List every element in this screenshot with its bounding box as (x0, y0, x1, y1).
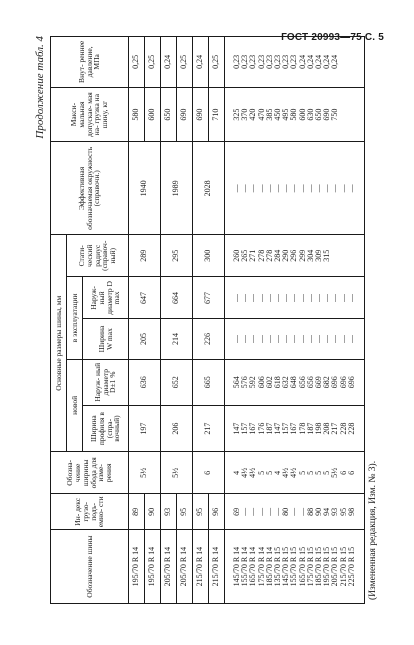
cell-load: 90 (145, 494, 161, 530)
list-item: 265 (240, 249, 250, 262)
list-item: 175/70 R 15 (305, 546, 315, 587)
list-item: — (264, 184, 274, 193)
list-item: 4½ (240, 467, 250, 478)
cell-op-width: 226 (193, 319, 225, 359)
cell-pressure: 0,25 (177, 37, 193, 88)
list-item: — (330, 335, 340, 344)
cell-op-width: 214 (161, 319, 193, 359)
list-item: 0,24 (322, 54, 332, 69)
max-load-stack (233, 90, 356, 140)
list-item: 5 (256, 470, 266, 475)
cell-load: 96 (209, 494, 225, 530)
cell-designation-list (225, 530, 365, 604)
header-pressure: Внут- реннее давление, МПа (51, 37, 129, 88)
list-item: 167 (248, 422, 258, 435)
cell-new-width-list (225, 405, 365, 451)
list-item: — (248, 184, 258, 193)
cell-max-load: 580 (129, 87, 145, 142)
cell-pressure: 0,25 (209, 37, 225, 88)
list-item: — (232, 184, 242, 193)
list-item: — (256, 507, 266, 516)
effective-stack (233, 144, 356, 232)
list-item: 278 (264, 249, 274, 262)
list-item: 602 (264, 376, 274, 389)
list-item: 656 (297, 376, 307, 389)
list-item: 147 (273, 422, 283, 435)
list-item: 185/70 R 15 (313, 546, 323, 587)
header-op-outer-diameter: Наруж- ный диаметр D max (83, 277, 129, 319)
header-rim-width: Обозна- чение ширины обода для изме- рения (51, 452, 129, 494)
list-item: 284 (273, 249, 283, 262)
list-item: — (305, 184, 315, 193)
list-item: 165/70 R 14 (248, 546, 258, 587)
list-item: 187 (264, 422, 274, 435)
list-item: 564 (232, 376, 242, 389)
cell-designation: 205/70 R 14 (177, 530, 193, 604)
list-item: 600 (297, 108, 307, 121)
cell-pressure: 0,24 (161, 37, 177, 88)
new-width-stack (233, 408, 356, 449)
op-diameter-stack (233, 279, 356, 316)
cell-new-width: 197 (129, 405, 161, 451)
list-item: — (313, 293, 323, 302)
list-item: 187 (305, 422, 315, 435)
list-item: — (297, 293, 307, 302)
cell-static-radius: 295 (161, 235, 193, 277)
list-item: — (273, 335, 283, 344)
header-main-dimensions: Основные размеры шины, мм (51, 235, 67, 452)
list-item (348, 237, 356, 274)
header-static-radius: Стати- ческий радиус (справоч- ный) (67, 235, 129, 277)
cell-op-width-list (225, 319, 365, 359)
list-item (340, 39, 348, 85)
cell-max-load: 690 (193, 87, 209, 142)
list-item: 0,23 (264, 54, 274, 69)
cell-max-load: 710 (209, 87, 225, 142)
list-item: — (240, 293, 250, 302)
list-item: — (297, 184, 307, 193)
list-item: — (248, 507, 258, 516)
list-item: 69 (232, 507, 242, 516)
cell-pressure-list (225, 37, 365, 88)
list-item: — (256, 335, 266, 344)
list-item: 278 (256, 249, 266, 262)
list-item: 0,23 (232, 54, 242, 69)
cell-max-load-list (225, 87, 365, 142)
table-row-group (225, 37, 365, 604)
table-continuation-caption: Продолжение табл. 4 (34, 36, 46, 139)
list-item: — (264, 293, 274, 302)
list-item: 175/70 R 14 (256, 546, 266, 587)
list-item: 592 (248, 376, 258, 389)
list-item: 0,24 (305, 54, 315, 69)
cell-pressure: 0,25 (145, 37, 161, 88)
list-item: — (264, 335, 274, 344)
list-item (348, 39, 356, 85)
list-item: — (305, 335, 315, 344)
list-item: 0,23 (289, 54, 299, 69)
list-item: 178 (297, 422, 307, 435)
list-item: 656 (305, 376, 315, 389)
list-item: — (289, 184, 299, 193)
cell-load: 89 (129, 494, 145, 530)
header-designation: Обозначение шины (51, 530, 129, 604)
header-max-load: Макси- мальная допускае- мая на- грузка на шину, кг (51, 87, 129, 142)
table-row (193, 37, 209, 604)
static-radius-stack (233, 237, 356, 274)
cell-load: 95 (193, 494, 209, 530)
page-header: ГОСТ 20993—75 С. 5 (281, 32, 384, 43)
list-item: 420 (248, 108, 258, 121)
cell-designation: 195/70 R 14 (145, 530, 161, 604)
list-item: 4½ (289, 467, 299, 478)
list-item: 696 (338, 376, 348, 389)
list-item: — (240, 184, 250, 193)
list-item: 165/70 R 15 (297, 546, 307, 587)
list-item: 650 (313, 108, 323, 121)
list-item: — (297, 335, 307, 344)
list-item: 94 (322, 507, 332, 516)
list-item: — (232, 335, 242, 344)
cell-rim: 5½ (161, 452, 193, 494)
list-item: — (273, 184, 283, 193)
list-item: 309 (313, 249, 323, 262)
cell-load: 93 (161, 494, 177, 530)
list-item: 0,24 (297, 54, 307, 69)
list-item: 648 (289, 376, 299, 389)
list-item: 217 (330, 422, 340, 435)
cell-designation: 205/70 R 14 (161, 530, 177, 604)
list-item: — (281, 335, 291, 344)
list-item: 157 (281, 422, 291, 435)
list-item: 260 (232, 249, 242, 262)
list-item: 271 (248, 249, 258, 262)
cell-pressure: 0,24 (193, 37, 209, 88)
cell-effective-list (225, 142, 365, 235)
list-item: 750 (330, 108, 340, 121)
list-item: 606 (256, 376, 266, 389)
list-item: — (273, 293, 283, 302)
cell-pressure: 0,25 (129, 37, 145, 88)
cell-designation: 195/70 R 14 (129, 530, 145, 604)
list-item: 315 (322, 249, 332, 262)
list-item: — (289, 335, 299, 344)
cell-op-diameter: 647 (129, 277, 161, 319)
revision-note: (Измененная редакция, Изм. № 3). (368, 460, 378, 600)
cell-new-width: 206 (161, 405, 193, 451)
header-effective-load: Эффективная обозначаемая окружность (справочн.) (51, 142, 129, 235)
new-diameter-stack (233, 362, 356, 403)
list-item: 5½ (330, 467, 340, 478)
list-item: 296 (289, 249, 299, 262)
cell-max-load: 650 (161, 87, 177, 142)
list-item: 90 (313, 507, 323, 516)
rotated-content (32, 30, 382, 610)
list-item: 176 (256, 422, 266, 435)
list-item: — (289, 507, 299, 516)
list-item (340, 90, 348, 140)
list-item: — (322, 293, 332, 302)
header-in-operation: в эксплуатации (67, 277, 83, 359)
designation-stack (233, 532, 356, 601)
header-new-width: Ширина профиля в (спра- вочный) (83, 405, 129, 451)
list-item (340, 237, 348, 274)
list-item: — (330, 293, 340, 302)
list-item: — (297, 507, 307, 516)
list-item: 682 (322, 376, 332, 389)
list-item: — (248, 335, 258, 344)
list-item (348, 90, 356, 140)
cell-effective: 1989 (161, 142, 193, 235)
cell-load: 95 (177, 494, 193, 530)
header-load-index: Ин- декс грузо- подъ- емно- сти (51, 494, 129, 530)
list-item: 4 (232, 470, 242, 475)
list-item: 618 (273, 376, 283, 389)
cell-op-diameter: 664 (161, 277, 193, 319)
list-item: 157 (240, 422, 250, 435)
list-item: — (256, 293, 266, 302)
list-item: — (338, 184, 348, 193)
table-row (129, 37, 145, 604)
list-item: — (256, 184, 266, 193)
list-item: 630 (305, 108, 315, 121)
list-item: 80 (281, 507, 291, 516)
list-item: 208 (322, 422, 332, 435)
list-item: 0,23 (248, 54, 258, 69)
list-item: — (346, 293, 356, 302)
cell-op-diameter: 677 (193, 277, 225, 319)
list-item: 576 (240, 376, 250, 389)
cell-static-radius: 289 (129, 235, 161, 277)
cell-designation: 215/70 R 14 (193, 530, 209, 604)
list-item: — (289, 293, 299, 302)
list-item: 470 (256, 108, 266, 121)
list-item: 135/70 R 15 (273, 546, 283, 587)
list-item: — (273, 507, 283, 516)
list-item: 495 (281, 108, 291, 121)
list-item: — (281, 293, 291, 302)
list-item: 0,23 (281, 54, 291, 69)
list-item: 290 (281, 249, 291, 262)
list-item: 690 (322, 108, 332, 121)
list-item: 696 (330, 376, 340, 389)
list-item: 205/70 R 15 (330, 546, 340, 587)
list-item: 88 (305, 507, 315, 516)
rim-stack (233, 454, 356, 491)
load-stack (233, 496, 356, 527)
header-new: новой (67, 359, 83, 452)
list-item: 632 (281, 376, 291, 389)
cell-new-diameter: 665 (193, 359, 225, 405)
cell-op-width: 205 (129, 319, 161, 359)
list-item: 385 (264, 108, 274, 121)
list-item: 669 (313, 376, 323, 389)
list-item: 4½ (281, 467, 291, 478)
list-item: — (313, 335, 323, 344)
list-item: — (305, 293, 315, 302)
list-item: 450 (273, 108, 283, 121)
list-item: 325 (232, 108, 242, 121)
list-item: 147 (232, 422, 242, 435)
list-item: — (240, 335, 250, 344)
list-item: 0,24 (313, 54, 323, 69)
cell-max-load: 690 (177, 87, 193, 142)
cell-effective: 2028 (193, 142, 225, 235)
list-item: 145/70 R 14 (232, 546, 242, 587)
cell-op-diameter-list (225, 277, 365, 319)
cell-max-load: 600 (145, 87, 161, 142)
cell-rim: 6 (193, 452, 225, 494)
op-width-stack (233, 322, 356, 357)
list-item: 155/70 R 14 (240, 546, 250, 587)
list-item: — (248, 293, 258, 302)
list-item: 195/70 R 15 (322, 546, 332, 587)
list-item: 696 (346, 376, 356, 389)
list-item: — (338, 335, 348, 344)
list-item: 299 (297, 249, 307, 262)
list-item: — (322, 335, 332, 344)
cell-designation: 215/70 R 14 (209, 530, 225, 604)
list-item: 4 (273, 470, 283, 475)
list-item: 4½ (248, 467, 258, 478)
list-item: — (322, 184, 332, 193)
list-item: 5 (313, 470, 323, 475)
list-item: 6 (346, 470, 356, 475)
list-item: 198 (313, 422, 323, 435)
cell-rim-list (225, 452, 365, 494)
list-item: 155/70 R 15 (289, 546, 299, 587)
list-item: 5 (297, 470, 307, 475)
cell-static-radius: 300 (193, 235, 225, 277)
tire-dimensions-table (50, 36, 365, 604)
list-item: 0,23 (273, 54, 283, 69)
list-item: 6 (338, 470, 348, 475)
list-item: 370 (240, 108, 250, 121)
list-item: 0,23 (240, 54, 250, 69)
list-item: 228 (338, 422, 348, 435)
list-item: 93 (330, 507, 340, 516)
list-item: — (281, 184, 291, 193)
list-item: 304 (305, 249, 315, 262)
header-new-outer-diameter: Наруж- ный диаметр D±1 % (83, 359, 129, 405)
list-item: 580 (289, 108, 299, 121)
list-item: 95 (338, 507, 348, 516)
cell-new-diameter: 652 (161, 359, 193, 405)
pressure-stack (233, 39, 356, 85)
list-item: — (346, 184, 356, 193)
list-item: 5 (264, 470, 274, 475)
list-item: 215/70 R 15 (338, 546, 348, 587)
list-item: — (240, 507, 250, 516)
cell-effective: 1940 (129, 142, 161, 235)
list-item: 225/70 R 15 (346, 546, 356, 587)
list-item: — (338, 293, 348, 302)
list-item: 5 (322, 470, 332, 475)
list-item: — (232, 293, 242, 302)
list-item (331, 237, 339, 274)
list-item: — (330, 184, 340, 193)
list-item: — (313, 184, 323, 193)
list-item: — (346, 335, 356, 344)
list-item: 228 (346, 422, 356, 435)
list-item: 145/70 R 15 (281, 546, 291, 587)
list-item: — (264, 507, 274, 516)
cell-load-list (225, 494, 365, 530)
cell-new-width: 217 (193, 405, 225, 451)
table-row (161, 37, 177, 604)
cell-new-diameter: 636 (129, 359, 161, 405)
list-item: 5 (305, 470, 315, 475)
cell-rim: 5½ (129, 452, 161, 494)
cell-static-radius-list (225, 235, 365, 277)
list-item: 98 (346, 507, 356, 516)
list-item: 185/70 R 14 (264, 546, 274, 587)
list-item: 0,24 (330, 54, 340, 69)
cell-new-diameter-list (225, 359, 365, 405)
list-item: 0,23 (256, 54, 266, 69)
header-op-width: Ширина W max (83, 319, 129, 359)
list-item: 167 (289, 422, 299, 435)
